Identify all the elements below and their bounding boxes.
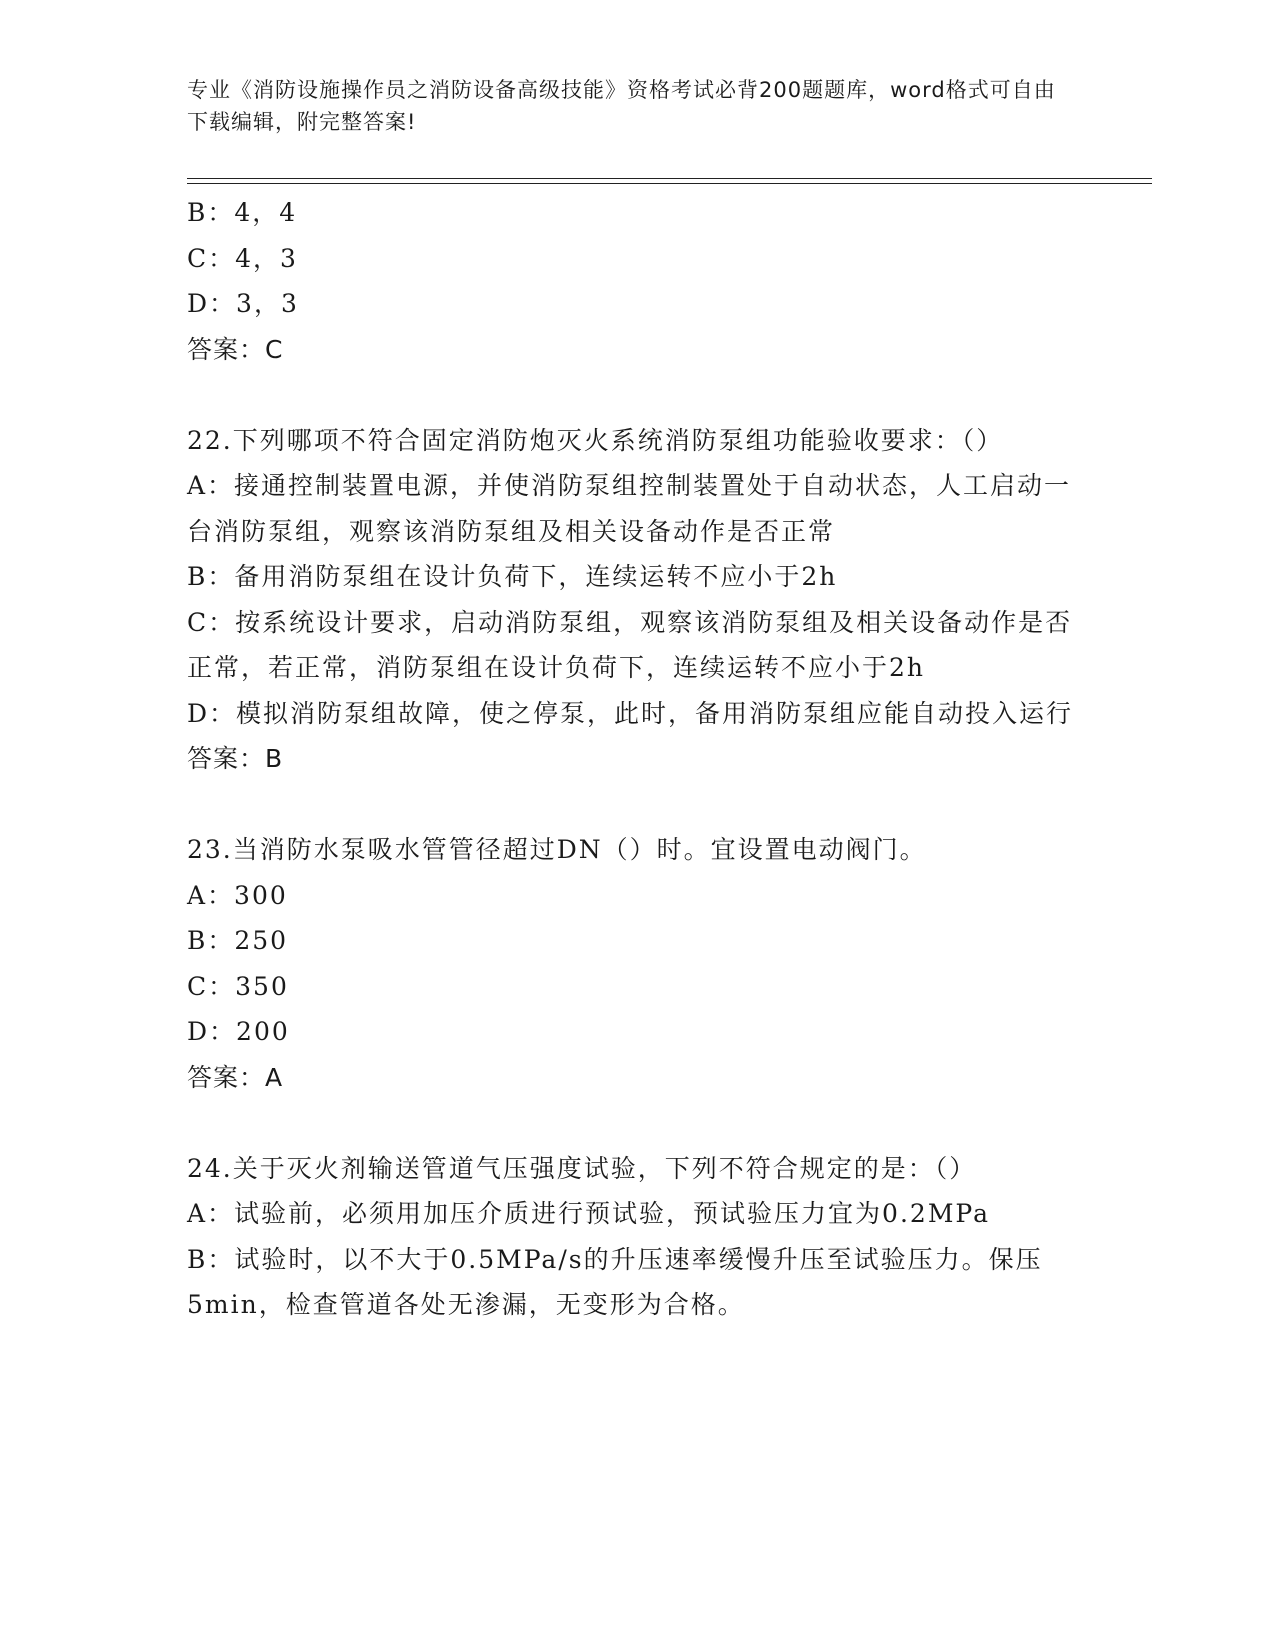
- answer: 答案：B: [187, 744, 284, 773]
- answer: 答案：C: [187, 334, 284, 364]
- option-a: A：试验前，必须用加压介质进行预试验，预试验压力宜为0.2MPa: [187, 1199, 991, 1228]
- option-d: D：3，3: [187, 289, 299, 318]
- question-text: 23.当消防水泵吸水管管径超过DN（）时。宜设置电动阀门。: [187, 835, 927, 864]
- answer: 答案：A: [187, 1062, 284, 1092]
- question-23: [187, 827, 1082, 1100]
- option-d: D：模拟消防泵组故障，使之停泵，此时，备用消防泵组应能自动投入运行: [187, 698, 1074, 728]
- option-a: A：300: [187, 880, 288, 910]
- option-b: B：试验时，以不大于0.5MPa/s的升压速率缓慢升压至试验压力。保压5min，检查管道各处无渗漏，无变形为合格。: [187, 1244, 1043, 1319]
- question-22: [187, 418, 1082, 782]
- option-b: B：250: [187, 926, 289, 955]
- question-content: [187, 190, 1082, 1328]
- option-b: B：备用消防泵组在设计负荷下，连续运转不应小于2h: [187, 562, 838, 591]
- option-c: C：350: [187, 971, 289, 1001]
- option-c: C：按系统设计要求，启动消防泵组，观察该消防泵组及相关设备动作是否正常，若正常，消防泵组在设计负荷下，连续运转不应小于2h: [187, 607, 1073, 682]
- question-21: [187, 190, 1082, 372]
- option-c: C：4，3: [187, 243, 298, 273]
- option-b: B：4，4: [187, 198, 298, 227]
- header-rule-top: [187, 178, 1152, 179]
- document-header: 专业《消防设施操作员之消防设备高级技能》资格考试必背200题题库，word格式可自由下载编辑，附完整答案!: [187, 78, 1056, 134]
- question-text: 24.关于灭火剂输送管道气压强度试验，下列不符合规定的是：（）: [187, 1153, 977, 1183]
- option-a: A：接通控制装置电源，并使消防泵组控制装置处于自动状态，人工启动一台消防泵组，观察该消防泵组及相关设备动作是否正常: [187, 471, 1072, 546]
- header-rule-bottom: [187, 183, 1152, 184]
- question-24: [187, 1146, 1082, 1328]
- question-text: 22.下列哪项不符合固定消防炮灭火系统消防泵组功能验收要求：（）: [187, 425, 1004, 455]
- option-d: D：200: [187, 1017, 290, 1046]
